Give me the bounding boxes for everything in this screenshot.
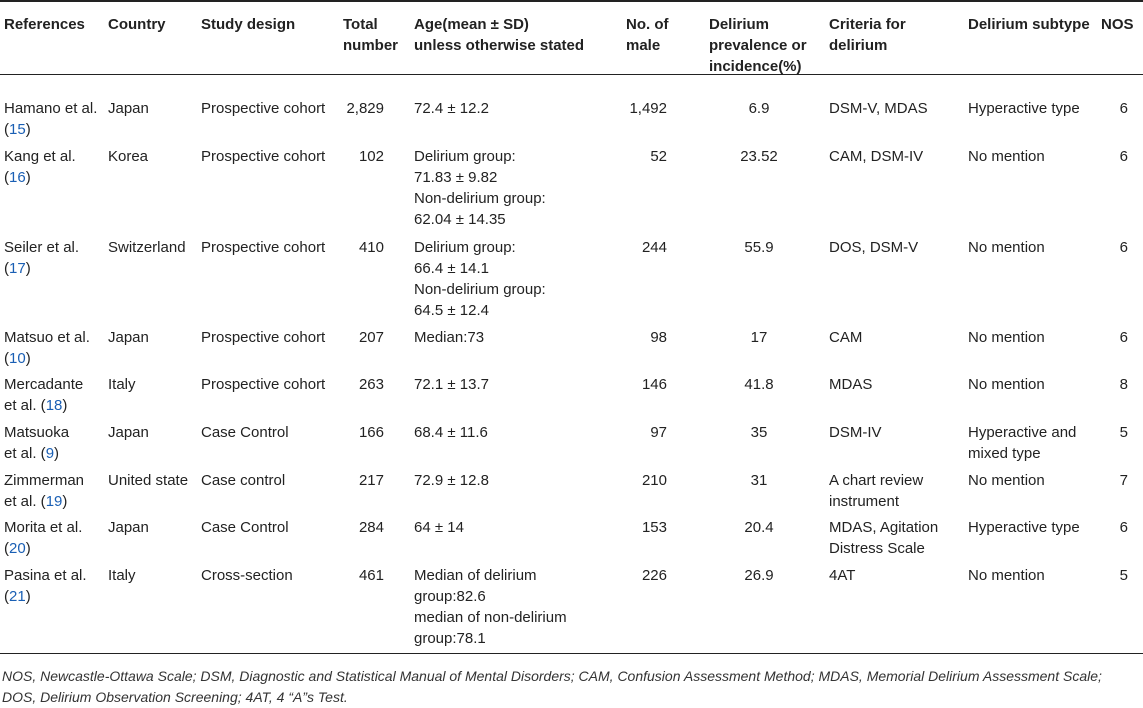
criteria-line: CAM, DSM-IV [829, 148, 924, 165]
cell-criteria [829, 422, 882, 443]
subtype-line: No mention [968, 329, 1045, 346]
cell-total-number: 217 [358, 472, 384, 489]
cell-age [414, 98, 489, 119]
age-line: 72.9 ± 12.8 [414, 472, 489, 489]
cell-reference [4, 237, 79, 279]
criteria-line: DOS, DSM-V [829, 239, 919, 256]
cell-delirium-prevalence: 17 [750, 329, 768, 346]
cell-nos: 6 [1119, 329, 1128, 346]
cell-delirium-subtype [968, 517, 1080, 538]
cell-age [414, 470, 489, 491]
age-line: group:78.1 [414, 630, 486, 647]
cell-criteria [829, 237, 918, 258]
cell-country: Switzerland [108, 239, 186, 256]
cell-study-design: Prospective cohort [201, 239, 326, 256]
cell-country: Italy [108, 376, 136, 393]
age-line: Non-delirium group: [414, 190, 546, 207]
header-delirium-subtype: Delirium subtype [968, 16, 1090, 33]
cell-age [414, 237, 546, 321]
subtype-line: No mention [968, 567, 1045, 584]
reference-text: Seiler et al. [4, 239, 80, 256]
cell-delirium-subtype [968, 374, 1045, 395]
cell-no-of-male: 1,492 [629, 100, 667, 117]
cell-total-number: 410 [358, 239, 384, 256]
cell-criteria [829, 470, 923, 512]
criteria-line: DSM-IV [829, 424, 882, 441]
cell-no-of-male: 146 [641, 376, 667, 393]
cell-delirium-prevalence: 41.8 [744, 376, 774, 393]
reference-text: Kang et al. [4, 148, 76, 165]
header-references: References [4, 16, 85, 33]
cell-reference [4, 470, 84, 512]
cell-age [414, 146, 546, 230]
subtype-line: No mention [968, 239, 1045, 256]
reference-citation: et al. (18) [4, 397, 68, 414]
cell-country: Japan [108, 424, 149, 441]
cell-criteria [829, 327, 862, 348]
reference-text: Pasina et al. [4, 567, 87, 584]
cell-delirium-subtype [968, 146, 1045, 167]
reference-citation: (17) [4, 260, 31, 277]
cell-delirium-prevalence: 23.52 [740, 148, 778, 165]
cell-no-of-male: 226 [641, 567, 667, 584]
cell-delirium-prevalence: 6.9 [748, 100, 770, 117]
cell-nos: 5 [1119, 567, 1128, 584]
age-line: Delirium group: [414, 148, 516, 165]
criteria-line: instrument [829, 493, 900, 510]
header-delirium-prevalence: Delirium prevalence or incidence(%) [709, 16, 807, 75]
criteria-line: Distress Scale [829, 540, 925, 557]
cell-country: Japan [108, 329, 149, 346]
cell-reference [4, 327, 90, 369]
cell-nos: 6 [1119, 148, 1128, 165]
header-study-design: Study design [201, 16, 296, 33]
cell-delirium-prevalence: 26.9 [744, 567, 774, 584]
cell-no-of-male: 210 [641, 472, 667, 489]
subtype-line: Hyperactive type [968, 100, 1080, 117]
cell-total-number: 263 [358, 376, 384, 393]
table-header [0, 2, 1143, 75]
reference-text: Matsuoka [4, 424, 70, 441]
cell-criteria [829, 98, 928, 119]
cell-total-number: 207 [358, 329, 384, 346]
age-line: Median of delirium [414, 567, 537, 584]
age-line: Non-delirium group: [414, 281, 546, 298]
reference-citation: et al. (9) [4, 445, 60, 462]
reference-citation: (20) [4, 540, 31, 557]
criteria-line: A chart review [829, 472, 924, 489]
age-line: 72.4 ± 12.2 [414, 100, 489, 117]
cell-reference [4, 98, 97, 140]
subtype-line: No mention [968, 472, 1045, 489]
header-no-of-male: No. of male [626, 16, 669, 54]
cell-study-design: Case control [201, 472, 286, 489]
cell-nos: 8 [1119, 376, 1128, 393]
cell-no-of-male: 244 [641, 239, 667, 256]
reference-number-link[interactable]: 19 [45, 493, 63, 510]
reference-number-link[interactable]: 16 [9, 169, 26, 186]
reference-citation: et al. (19) [4, 493, 68, 510]
cell-study-design: Cross-section [201, 567, 293, 584]
reference-number-link[interactable]: 18 [45, 397, 63, 414]
cell-country: Japan [108, 100, 149, 117]
cell-nos: 6 [1119, 519, 1128, 536]
cell-delirium-subtype [968, 422, 1076, 464]
age-line: 68.4 ± 11.6 [414, 424, 488, 441]
reference-citation: (21) [4, 588, 31, 605]
age-line: 72.1 ± 13.7 [414, 376, 489, 393]
cell-study-design: Prospective cohort [201, 100, 326, 117]
subtype-line: mixed type [968, 445, 1041, 462]
cell-delirium-subtype [968, 98, 1080, 119]
header-country: Country [108, 16, 166, 33]
criteria-line: CAM [829, 329, 863, 346]
reference-number-link[interactable]: 20 [9, 540, 26, 557]
cell-criteria [829, 146, 923, 167]
cell-delirium-subtype [968, 565, 1045, 586]
age-line: Delirium group: [414, 239, 516, 256]
subtype-line: No mention [968, 376, 1045, 393]
age-line: 71.83 ± 9.82 [414, 169, 498, 186]
cell-criteria [829, 565, 855, 586]
criteria-line: MDAS, Agitation [829, 519, 939, 536]
cell-study-design: Prospective cohort [201, 329, 326, 346]
cell-no-of-male: 98 [650, 329, 667, 346]
age-line: 64 ± 14 [414, 519, 464, 536]
cell-no-of-male: 153 [641, 519, 667, 536]
cell-total-number: 2,829 [346, 100, 384, 117]
cell-nos: 6 [1119, 239, 1128, 256]
cell-delirium-subtype [968, 327, 1045, 348]
cell-reference [4, 517, 82, 559]
cell-age [414, 565, 567, 649]
reference-text: Mercadante [4, 376, 84, 393]
subtype-line: Hyperactive type [968, 519, 1080, 536]
reference-text: Zimmerman [4, 472, 85, 489]
header-total-number: Total number [343, 16, 399, 54]
age-line: group:82.6 [414, 588, 486, 605]
age-line: 64.5 ± 12.4 [414, 302, 489, 319]
reference-number-link[interactable]: 15 [9, 121, 26, 138]
cell-total-number: 166 [358, 424, 384, 441]
table-bottom-rule [0, 653, 1143, 654]
subtype-line: Hyperactive and [968, 424, 1077, 441]
age-line: 66.4 ± 14.1 [414, 260, 489, 277]
cell-reference [4, 565, 87, 607]
age-line: median of non-delirium [414, 609, 567, 626]
cell-country: Korea [108, 148, 149, 165]
reference-number-link[interactable]: 9 [45, 445, 55, 462]
reference-text: Matsuo et al. [4, 329, 90, 346]
cell-study-design: Prospective cohort [201, 148, 326, 165]
table-footnote: NOS, Newcastle-Ottawa Scale; DSM, Diagnostic and Statistical Manual of Mental Disorders; CAM, Confusion Assessment Method; MDAS, Memorial Delirium Assessment Scale; DOS, Delirium Observation Screening; 4AT, 4 “A”s Test. [2, 668, 1102, 705]
reference-number-link[interactable]: 21 [9, 588, 26, 605]
cell-delirium-prevalence: 20.4 [744, 519, 774, 536]
cell-reference [4, 374, 83, 416]
reference-number-link[interactable]: 10 [9, 350, 26, 367]
cell-total-number: 461 [358, 567, 384, 584]
criteria-line: 4AT [829, 567, 856, 584]
reference-citation: (15) [4, 121, 31, 138]
cell-no-of-male: 97 [650, 424, 667, 441]
reference-text: Hamano et al. [4, 100, 98, 117]
age-line: 62.04 ± 14.35 [414, 211, 506, 228]
cell-country: Italy [108, 567, 136, 584]
reference-text: Morita et al. [4, 519, 83, 536]
cell-delirium-prevalence: 55.9 [744, 239, 774, 256]
header-nos: NOS [1101, 16, 1134, 33]
cell-nos: 7 [1119, 472, 1128, 489]
cell-criteria [829, 517, 938, 559]
cell-age [414, 422, 488, 443]
cell-age [414, 327, 484, 348]
cell-country: United state [108, 472, 189, 489]
cell-no-of-male: 52 [650, 148, 667, 165]
cell-criteria [829, 374, 872, 395]
header-age: Age(mean ± SD) unless otherwise stated [414, 16, 585, 54]
cell-delirium-subtype [968, 237, 1045, 258]
reference-citation: (16) [4, 169, 31, 186]
cell-country: Japan [108, 519, 149, 536]
cell-nos: 6 [1119, 100, 1128, 117]
subtype-line: No mention [968, 148, 1045, 165]
cell-delirium-prevalence: 31 [750, 472, 768, 489]
cell-total-number: 284 [358, 519, 384, 536]
cell-study-design: Case Control [201, 424, 289, 441]
reference-number-link[interactable]: 17 [9, 260, 26, 277]
header-criteria: Criteria for delirium [829, 16, 906, 54]
reference-citation: (10) [4, 350, 31, 367]
criteria-line: MDAS [829, 376, 873, 393]
age-line: Median:73 [414, 329, 485, 346]
cell-study-design: Prospective cohort [201, 376, 326, 393]
cell-reference [4, 422, 69, 464]
cell-age [414, 374, 489, 395]
cell-age [414, 517, 464, 538]
cell-nos: 5 [1119, 424, 1128, 441]
criteria-line: DSM-V, MDAS [829, 100, 928, 117]
cell-total-number: 102 [358, 148, 384, 165]
cell-delirium-subtype [968, 470, 1045, 491]
cell-delirium-prevalence: 35 [750, 424, 768, 441]
cell-reference [4, 146, 76, 188]
cell-study-design: Case Control [201, 519, 289, 536]
